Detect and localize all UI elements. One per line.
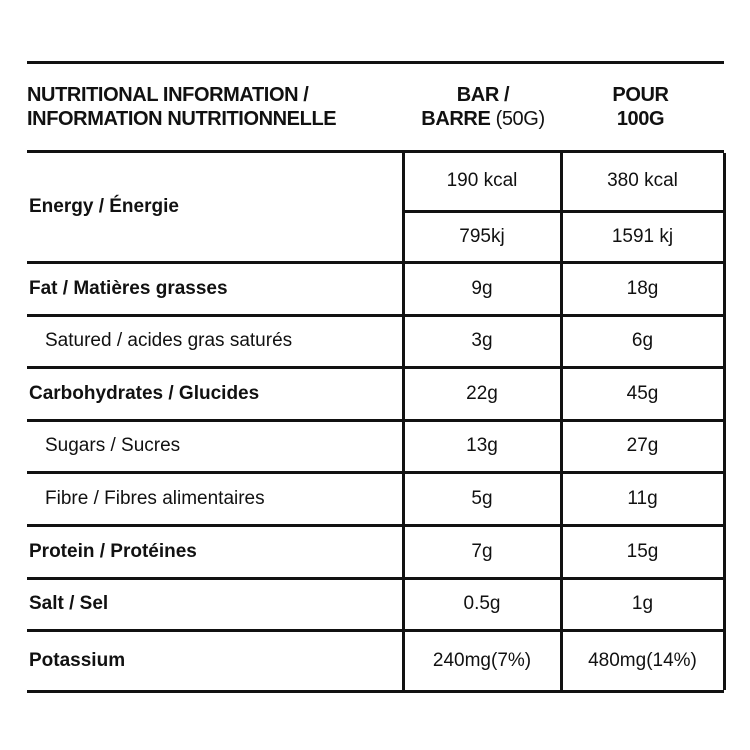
energy-kcal-bar: 190 kcal xyxy=(403,153,561,211)
header-bar-weight: (50G) xyxy=(495,108,545,130)
header-label xyxy=(27,83,336,131)
protein-100g: 15g xyxy=(561,525,724,578)
energy-kj-bar: 795kj xyxy=(403,211,561,262)
energy-kj-100g: 1591 kj xyxy=(561,211,724,262)
protein-bar: 7g xyxy=(403,525,561,578)
header-bar-word: BARRE xyxy=(421,108,491,130)
table-row-potassium xyxy=(27,630,724,690)
potassium-bar: 240mg(7%) xyxy=(403,630,561,690)
energy-kcal-100g: 380 kcal xyxy=(561,153,724,211)
fat-100g: 18g xyxy=(561,262,724,315)
row-label-carbohydrates: Carbohydrates / Glucides xyxy=(27,367,403,420)
row-label-potassium: Potassium xyxy=(29,649,126,671)
row-label-fat: Fat / Matières grasses xyxy=(27,262,403,315)
table-row-carbohydrates xyxy=(27,367,724,420)
fat-bar: 9g xyxy=(403,262,561,315)
row-label-saturated: Satured / acides gras saturés xyxy=(27,315,403,367)
header-label-line1: NUTRITIONAL INFORMATION / xyxy=(27,84,309,106)
fibre-bar: 5g xyxy=(403,472,561,525)
sugars-100g: 27g xyxy=(561,420,724,472)
row-label-protein: Protein / Protéines xyxy=(27,525,403,578)
header-bar-line2 xyxy=(409,107,557,131)
saturated-100g: 6g xyxy=(561,315,724,367)
header-label-line2: INFORMATION NUTRITIONNELLE xyxy=(27,108,337,130)
row-label-fibre: Fibre / Fibres alimentaires xyxy=(27,472,403,525)
header-bar-line1: BAR / xyxy=(456,84,510,106)
bottom-rule xyxy=(27,690,724,693)
nutrition-table xyxy=(27,153,726,690)
table-row-protein xyxy=(27,525,724,578)
table-row-fat xyxy=(27,262,724,315)
potassium-100g: 480mg(14%) xyxy=(561,630,724,690)
table-row-fibre xyxy=(27,472,724,525)
carbohydrates-bar: 22g xyxy=(403,367,561,420)
saturated-bar: 3g xyxy=(403,315,561,367)
top-rule xyxy=(27,61,724,64)
table-row-energy-kcal xyxy=(27,153,724,211)
salt-100g: 1g xyxy=(561,578,724,630)
row-label-energy: Energy / Énergie xyxy=(27,153,403,262)
fibre-100g: 11g xyxy=(561,472,724,525)
sugars-bar: 13g xyxy=(403,420,561,472)
table-row-saturated xyxy=(27,315,724,367)
header-per100-line2: 100G xyxy=(616,108,665,130)
header-bar xyxy=(409,83,557,131)
row-label-sugars: Sugars / Sucres xyxy=(27,420,403,472)
row-label-salt: Salt / Sel xyxy=(27,578,403,630)
header-per100 xyxy=(563,83,718,131)
table-row-sugars xyxy=(27,420,724,472)
salt-bar: 0.5g xyxy=(403,578,561,630)
table-row-salt xyxy=(27,578,724,630)
carbohydrates-100g: 45g xyxy=(561,367,724,420)
header-per100-line1: POUR xyxy=(612,84,669,106)
